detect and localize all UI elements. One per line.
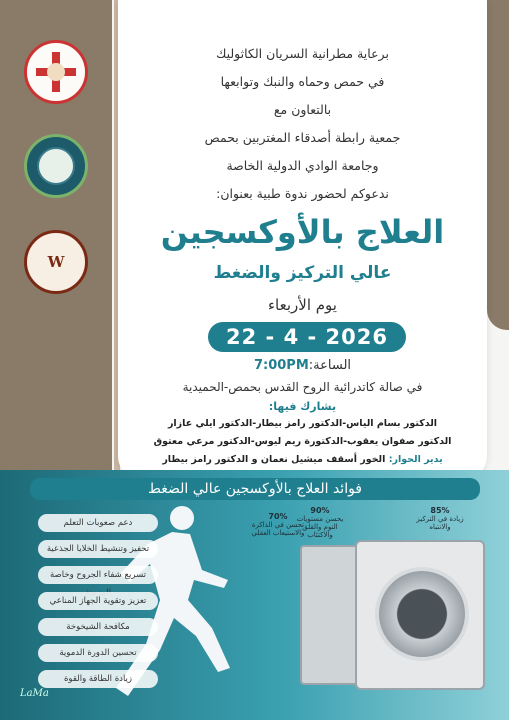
event-title: العلاج بالأوكسجين (160, 213, 445, 251)
time-label: الساعة: (308, 358, 352, 373)
sponsor-region-line: في حمص وحماه والنبك وتوابعها (220, 74, 385, 89)
right-band (487, 0, 509, 330)
speakers-row-2: الدكتور صفوان يعقوب-الدكتورة ريم ليوس-الدكتور مرعي معتوق (153, 436, 452, 447)
stat-sleep (290, 506, 350, 539)
hyperbaric-chamber-icon (355, 540, 485, 690)
event-venue: في صالة كاتدرائية الروح القدس بحمص-الحميدية (182, 380, 423, 394)
collab-line: بالتعاون مع (273, 102, 332, 117)
stat-pct: 70% (268, 512, 288, 521)
association-line: جمعية رابطة أصدقاء المغتربين بحمص (204, 130, 401, 145)
benefit-item: مكافحة الشيخوخة (38, 618, 158, 636)
speakers-row-1: الدكتور بسام الياس-الدكتور رامز بيطار-الدكتور ايلي عازار (167, 418, 438, 429)
syriac-cross-icon (24, 40, 88, 104)
moderator-names: الخور أسقف ميشيل نعمان و الدكتور رامز بيطار (162, 454, 386, 465)
stat-text: زيادة في التركيز والانتباه (416, 515, 464, 531)
moderator-row (130, 454, 475, 465)
event-date: 22 - 4 - 2026 (208, 322, 406, 352)
benefits-heading: فوائد العلاج بالأوكسجين عالي الضغط (30, 478, 480, 500)
event-subtitle: عالي التركيز والضغط (213, 263, 392, 283)
benefit-item: تسريع شفاء الجروح وخاصة (38, 566, 158, 584)
stat-pct: 85% (430, 506, 450, 515)
event-day: يوم الأربعاء (268, 296, 337, 314)
benefit-item: دعم صعوبات التعلم (38, 514, 158, 532)
stat-text: تحسن في الذاكرة والاستيعاب العقلي (251, 521, 305, 537)
invitation-line: ندعوكم لحضور ندوة طبية بعنوان: (216, 186, 389, 201)
benefit-item: زيادة الطاقة والقوة (38, 670, 158, 688)
benefit-item: تحفيز وتنشيط الخلايا الجذعية (38, 540, 158, 558)
benefit-item: تحسين الدورة الدموية (38, 644, 158, 662)
sponsor-line: برعاية مطرانية السريان الكاثوليك (216, 46, 389, 61)
event-time (130, 358, 475, 373)
stat-pct: 90% (310, 506, 330, 515)
stat-focus (410, 506, 470, 531)
university-line: وجامعة الوادي الدولية الخاصة (226, 158, 379, 173)
chamber-drum (375, 567, 469, 661)
benefit-item: تعزيز وتقوية الجهاز المناعي (38, 592, 158, 610)
association-logo-inner (37, 147, 75, 185)
cross-core (47, 63, 65, 81)
association-logo-icon (24, 134, 88, 198)
time-value: 7:00PM (253, 358, 309, 373)
moderator-label: يدير الحوار: (388, 454, 443, 465)
university-logo-icon (24, 230, 88, 294)
stat-text: يحسن مستويات النوم والقلق والاكتئاب (296, 515, 344, 539)
designer-signature-icon: LaMa (20, 688, 49, 699)
speakers-heading: يشارك فيها: (268, 400, 337, 413)
university-logo-mark: W (47, 253, 65, 271)
